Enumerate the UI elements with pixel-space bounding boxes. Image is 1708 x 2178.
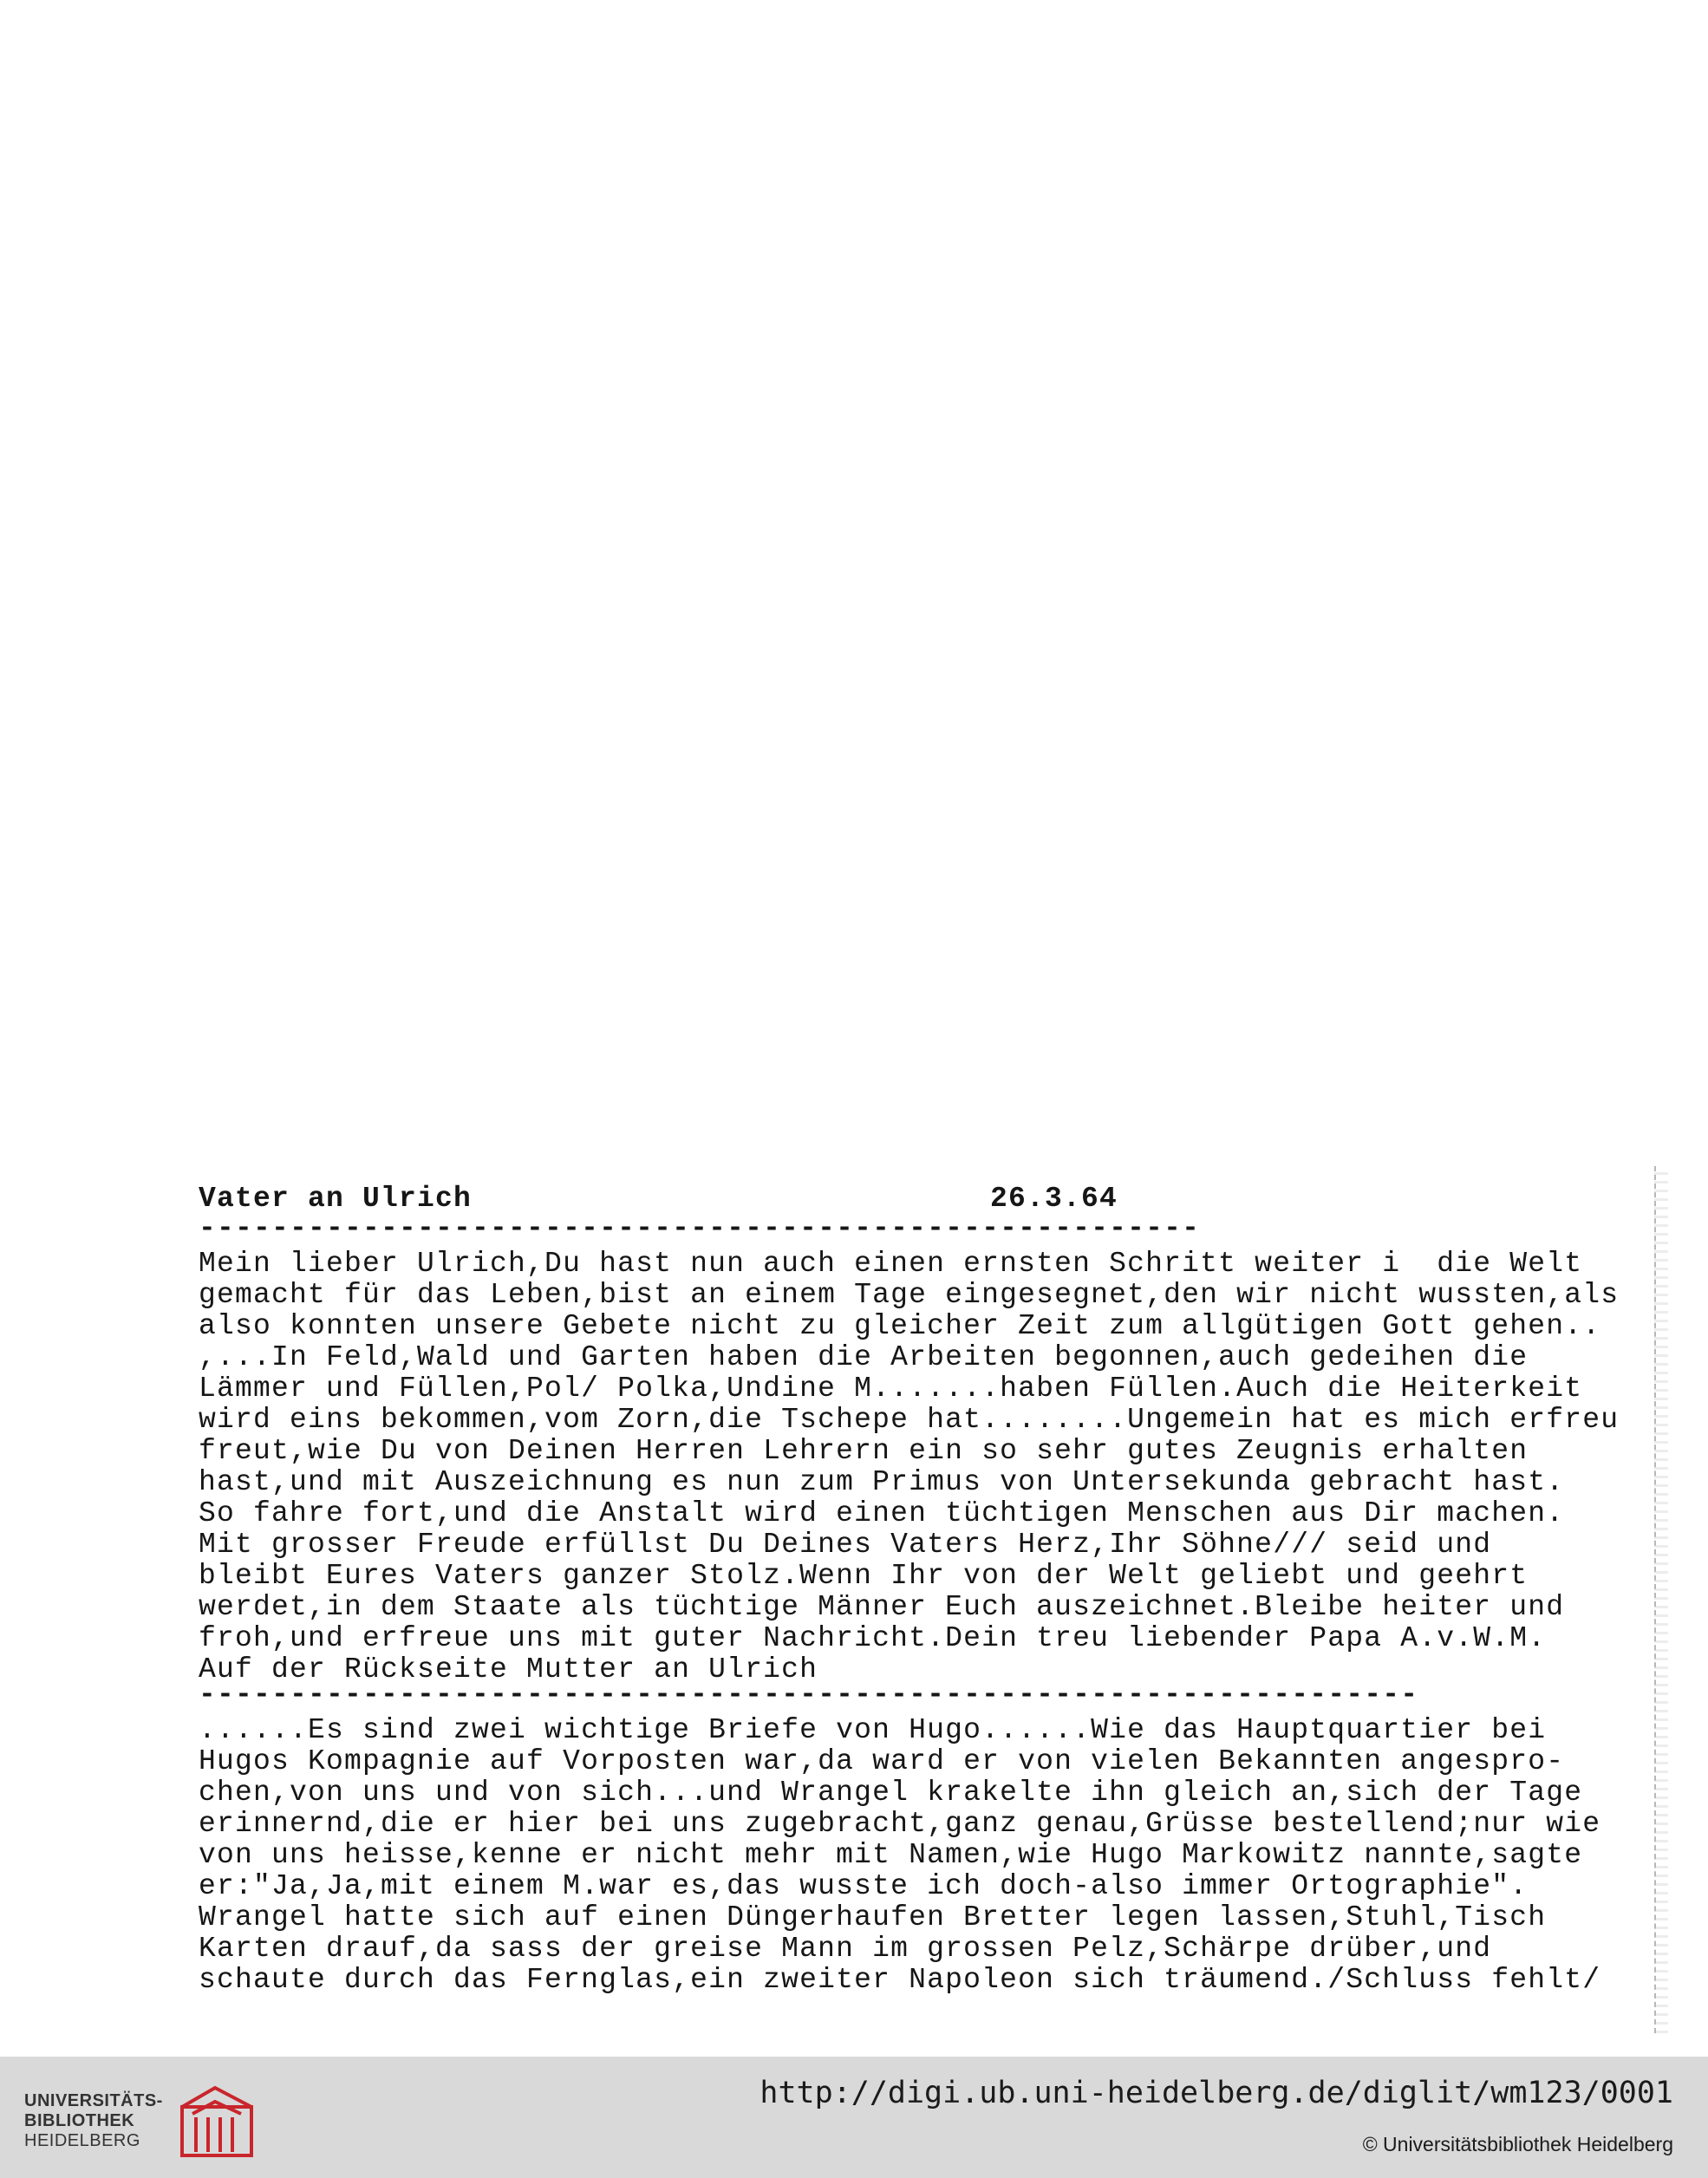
logo-line-2: BIBLIOTHEK <box>24 2111 135 2130</box>
library-footer-bar <box>0 2057 1708 2178</box>
library-building-icon <box>170 2084 265 2159</box>
text-line: Auf der Rückseite Mutter an Ulrich <box>199 1653 818 1686</box>
text-line: erinnernd,die er hier bei uns zugebracht,ganz genau,Grüsse bestellend;nur wie <box>199 1808 1601 1840</box>
heading-underline: ------------------------------------------------------- <box>199 1212 1201 1244</box>
letter-body-father <box>199 1249 1646 1686</box>
text-line: Mein lieber Ulrich,Du hast nun auch einen ernsten Schritt weiter i die Welt <box>199 1248 1583 1280</box>
text-line: von uns heisse,kenne er nicht mehr mit Namen,wie Hugo Markowitz nannte,sagte <box>199 1839 1583 1871</box>
text-line: ......Es sind zwei wichtige Briefe von Hugo......Wie das Hauptquartier bei <box>199 1714 1547 1746</box>
text-line: Hugos Kompagnie auf Vorposten war,da ward er von vielen Bekannten angespro- <box>199 1745 1565 1777</box>
copyright-notice: © Universitätsbibliothek Heidelberg <box>1362 2133 1673 2155</box>
text-line: schaute durch das Fernglas,ein zweiter Napoleon sich träumend./Schluss fehlt/ <box>199 1964 1601 1996</box>
text-line: ,...In Feld,Wald und Garten haben die Arbeiten begonnen,auch gedeihen die <box>199 1341 1529 1373</box>
page-edge-shadow <box>1654 1166 1668 2033</box>
text-line: werdet,in dem Staate als tüchtige Männer Euch auszeichnet.Bleibe heiter und <box>199 1591 1565 1623</box>
section-underline: ------------------------------------------------------------------- <box>199 1679 1419 1711</box>
text-line: So fahre fort,und die Anstalt wird einen tüchtigen Menschen aus Dir machen. <box>199 1497 1565 1529</box>
text-line: Mit grosser Freude erfüllst Du Deines Vaters Herz,Ihr Söhne/// seid und <box>199 1529 1492 1561</box>
letter-date: 26.3.64 <box>990 1183 1118 1215</box>
text-line: freut,wie Du von Deinen Herren Lehrern ein so sehr gutes Zeugnis erhalten <box>199 1435 1529 1467</box>
text-line: Karten drauf,da sass der greise Mann im grossen Pelz,Schärpe drüber,und <box>199 1933 1492 1965</box>
text-line: Lämmer und Füllen,Pol/ Polka,Undine M.......haben Füllen.Auch die Heiterkeit <box>199 1373 1583 1405</box>
library-logo[interactable] <box>24 2084 250 2159</box>
logo-wordmark <box>24 2091 163 2151</box>
text-line: er:"Ja,Ja,mit einem M.war es,das wusste ich doch-also immer Ortographie". <box>199 1870 1529 1902</box>
text-line: gemacht für das Leben,bist an einem Tage eingesegnet,den wir nicht wussten,als <box>199 1279 1620 1311</box>
permalink-url[interactable]: http://digi.ub.uni-heidelberg.de/diglit/wm123/0001 <box>759 2076 1673 2110</box>
typewritten-letter <box>199 1184 1646 1996</box>
text-line: hast,und mit Auszeichnung es nun zum Primus von Untersekunda gebracht hast. <box>199 1466 1565 1498</box>
text-line: also konnten unsere Gebete nicht zu gleicher Zeit zum allgütigen Gott gehen.. <box>199 1310 1601 1342</box>
letter-title: Vater an Ulrich <box>199 1183 473 1215</box>
text-line: chen,von uns und von sich...und Wrangel krakelte ihn gleich an,sich der Tage <box>199 1777 1583 1809</box>
logo-line-3: HEIDELBERG <box>24 2131 140 2150</box>
logo-line-1: UNIVERSITÄTS- <box>24 2091 163 2110</box>
text-line: wird eins bekommen,vom Zorn,die Tschepe hat........Ungemein hat es mich erfreu <box>199 1404 1620 1436</box>
letter-body-mother <box>199 1715 1646 1996</box>
text-line: froh,und erfreue uns mit guter Nachricht.Dein treu liebender Papa A.v.W.M. <box>199 1622 1547 1654</box>
text-line: Wrangel hatte sich auf einen Düngerhaufen Bretter legen lassen,Stuhl,Tisch <box>199 1901 1547 1933</box>
text-line: bleibt Eures Vaters ganzer Stolz.Wenn Ihr von der Welt geliebt und geehrt <box>199 1560 1529 1592</box>
